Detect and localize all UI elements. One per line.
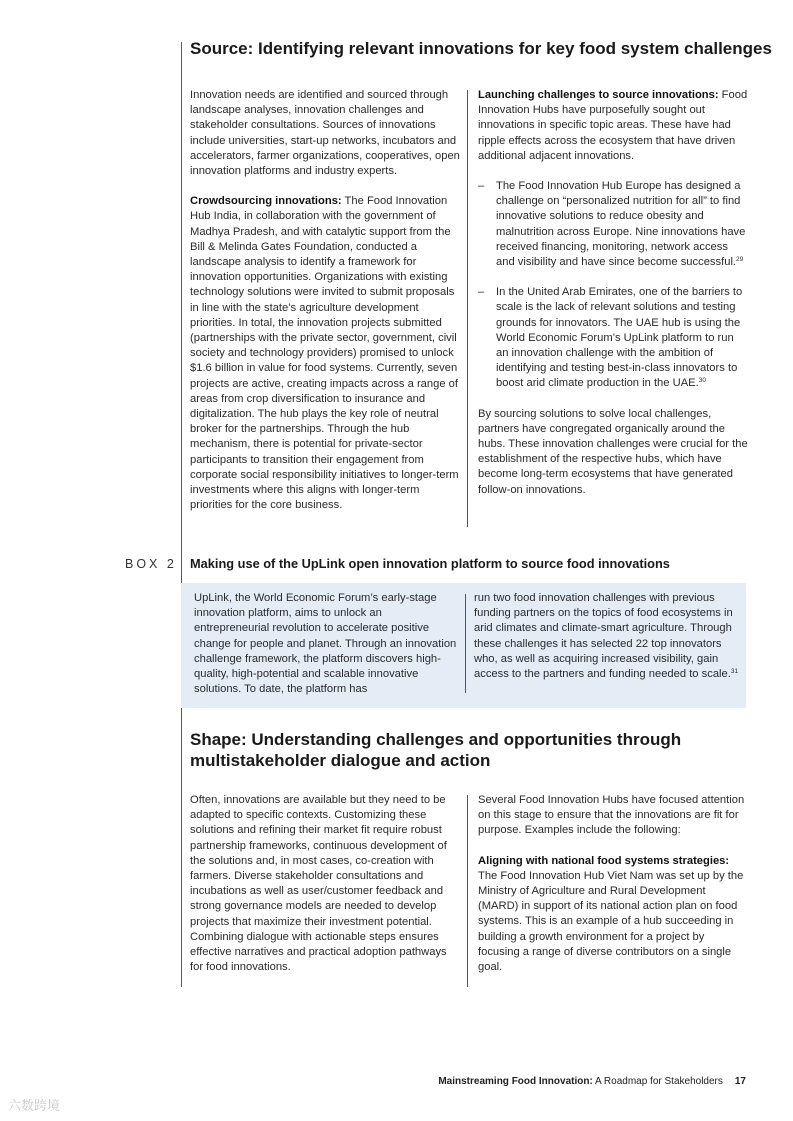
shape-right-column <box>478 793 748 975</box>
page-left-rule <box>181 42 182 987</box>
bullet-europe-text: The Food Innovation Hub Europe has designed a challenge on “personalized nutrition for all” to find innovative solutions to reduce obesity and malnutrition across Europe. Nine innovations have received financing, monitoring, network access and visibility and have since become successful. <box>496 180 746 269</box>
footnote-ref-30: 30 <box>698 377 706 385</box>
aligning-lead: Aligning with national food systems strategies: <box>478 854 730 867</box>
aligning-body: The Food Innovation Hub Viet Nam was set up by the Ministry of Agriculture and Rural Development (MARD) in support of its national action plan on food systems. This is an example of a hub succeeding in building a growth environment for a project by focusing a range of diverse contributors on a single goal. <box>478 869 744 974</box>
source-right-column <box>478 88 748 498</box>
crowdsourcing-lead: Crowdsourcing innovations: <box>190 195 342 208</box>
shape-column-divider <box>467 795 468 987</box>
bullet-europe <box>478 179 748 270</box>
bullet-dash: – <box>478 180 485 193</box>
source-column-divider <box>467 90 468 527</box>
box-left-text: UpLink, the World Economic Forum’s early-stage innovation platform, aims to unlock an entrepreneurial revolution to accelerate positive change for people and planet. Through an innovation challenge framework, the platform discovers high-quality, high-potential and scalable innovative solutions. To date, the platform has <box>194 592 457 696</box>
challenges-lead: Launching challenges to source innovations: <box>478 89 719 101</box>
source-left-column <box>190 88 462 513</box>
footer-title-bold: Mainstreaming Food Innovation: <box>438 1076 593 1087</box>
crowdsourcing-paragraph <box>190 194 462 513</box>
box-label: BOX 2 <box>125 557 177 571</box>
footnote-ref-31: 31 <box>730 668 739 676</box>
footnote-ref-29: 29 <box>736 256 744 264</box>
source-section-title: Source: Identifying relevant innovations for key food system challenges <box>190 39 772 58</box>
source-intro-paragraph: Innovation needs are identified and sourced through landscape analyses, innovation challenges and stakeholder consultations. Sources of innovations include universities, start-up networks, incubators and accelerators, farmer organizations, cooperatives, open innovation platforms and industry experts. <box>190 89 460 178</box>
shape-section-title: Shape: Understanding challenges and opportunities through multistakeholder dialogue and action <box>190 730 682 770</box>
challenges-paragraph <box>478 88 748 164</box>
crowdsourcing-body: The Food Innovation Hub India, in collaboration with the government of Madhya Pradesh, and with catalytic support from the Bill & Melinda Gates Foundation, conducted a landscape analysis to identify a framework for innovation opportunities. Organizations with existing technology solutions were invited to submit proposals in line with the state’s agriculture development priorities. In total, the innovation projects submitted (partnerships with the private sector, government, civil society and technology providers) promised to unlock $1.6 billion in value for food systems. Currently, seven projects are active, creating impacts across a range of areas from crop diversification to insurance and digitalization. The hub plays the key role of neutral broker for the partnerships. Through the hub mechanism, there is potential for private-sector participants to transition their engagement from corporate social responsibility initiatives to longer-term investments where this aligns with longer-term priorities for the core business. <box>190 195 459 512</box>
footer-title-rest: A Roadmap for Stakeholders <box>592 1076 723 1087</box>
shape-left-column <box>190 793 462 975</box>
bullet-uae-text: In the United Arab Emirates, one of the barriers to scale is the lack of relevant solutions and testing grounds for innovators. The UAE hub is using the World Economic Forum’s UpLink platform to run an innovation challenge with the ambition of identifying and testing best-in-class innovators to boost arid climate production in the UAE. <box>496 286 743 390</box>
bullet-dash: – <box>478 286 485 299</box>
box-column-divider <box>465 594 466 693</box>
sourcing-solutions-paragraph: By sourcing solutions to solve local challenges, partners have congregated organically around the hubs. These innovation challenges were crucial for the establishment of the respective hubs, which have become long-term ecosystems that have generated follow-on innovations. <box>478 407 748 496</box>
box-right-text: run two food innovation challenges with previous funding partners on the topics of food ecosystems in arid climates and climate-smart agriculture. Through these challenges it has selected 22 top innovators who, as well as acquiring increased visibility, gain access to the partners and funding needed to scale. <box>474 592 733 681</box>
page-footer <box>438 1076 746 1087</box>
shape-right-intro: Several Food Innovation Hubs have focused attention on this stage to ensure that the innovations are fit for purpose. Examples include the following: <box>478 794 745 837</box>
page-number: 17 <box>734 1076 746 1087</box>
bullet-uae <box>478 285 748 391</box>
shape-left-paragraph: Often, innovations are available but they need to be adapted to specific contexts. Customizing these solutions and refining their market fit require robust partnership frameworks, continuous development of the solutions and, in most cases, co-creation with farmers. Diverse stakeholder consultations and incubations as well as user/customer feedback and strong governance models are needed to develop projects that maximize their investment potential. Combining dialogue with actionable steps ensures effective narratives and practical adoption pathways for food innovations. <box>190 794 447 974</box>
challenges-body: Food Innovation Hubs have purposefully sought out innovations in specific topic areas. These have had ripple effects across the ecosystem that have driven additional adjacent innovations. <box>478 89 748 162</box>
box-right-column <box>474 591 742 682</box>
box-left-column <box>194 591 460 697</box>
aligning-paragraph <box>478 854 748 976</box>
box-title: Making use of the UpLink open innovation platform to source food innovations <box>190 556 670 571</box>
watermark: 六数跨境 <box>8 1099 61 1114</box>
